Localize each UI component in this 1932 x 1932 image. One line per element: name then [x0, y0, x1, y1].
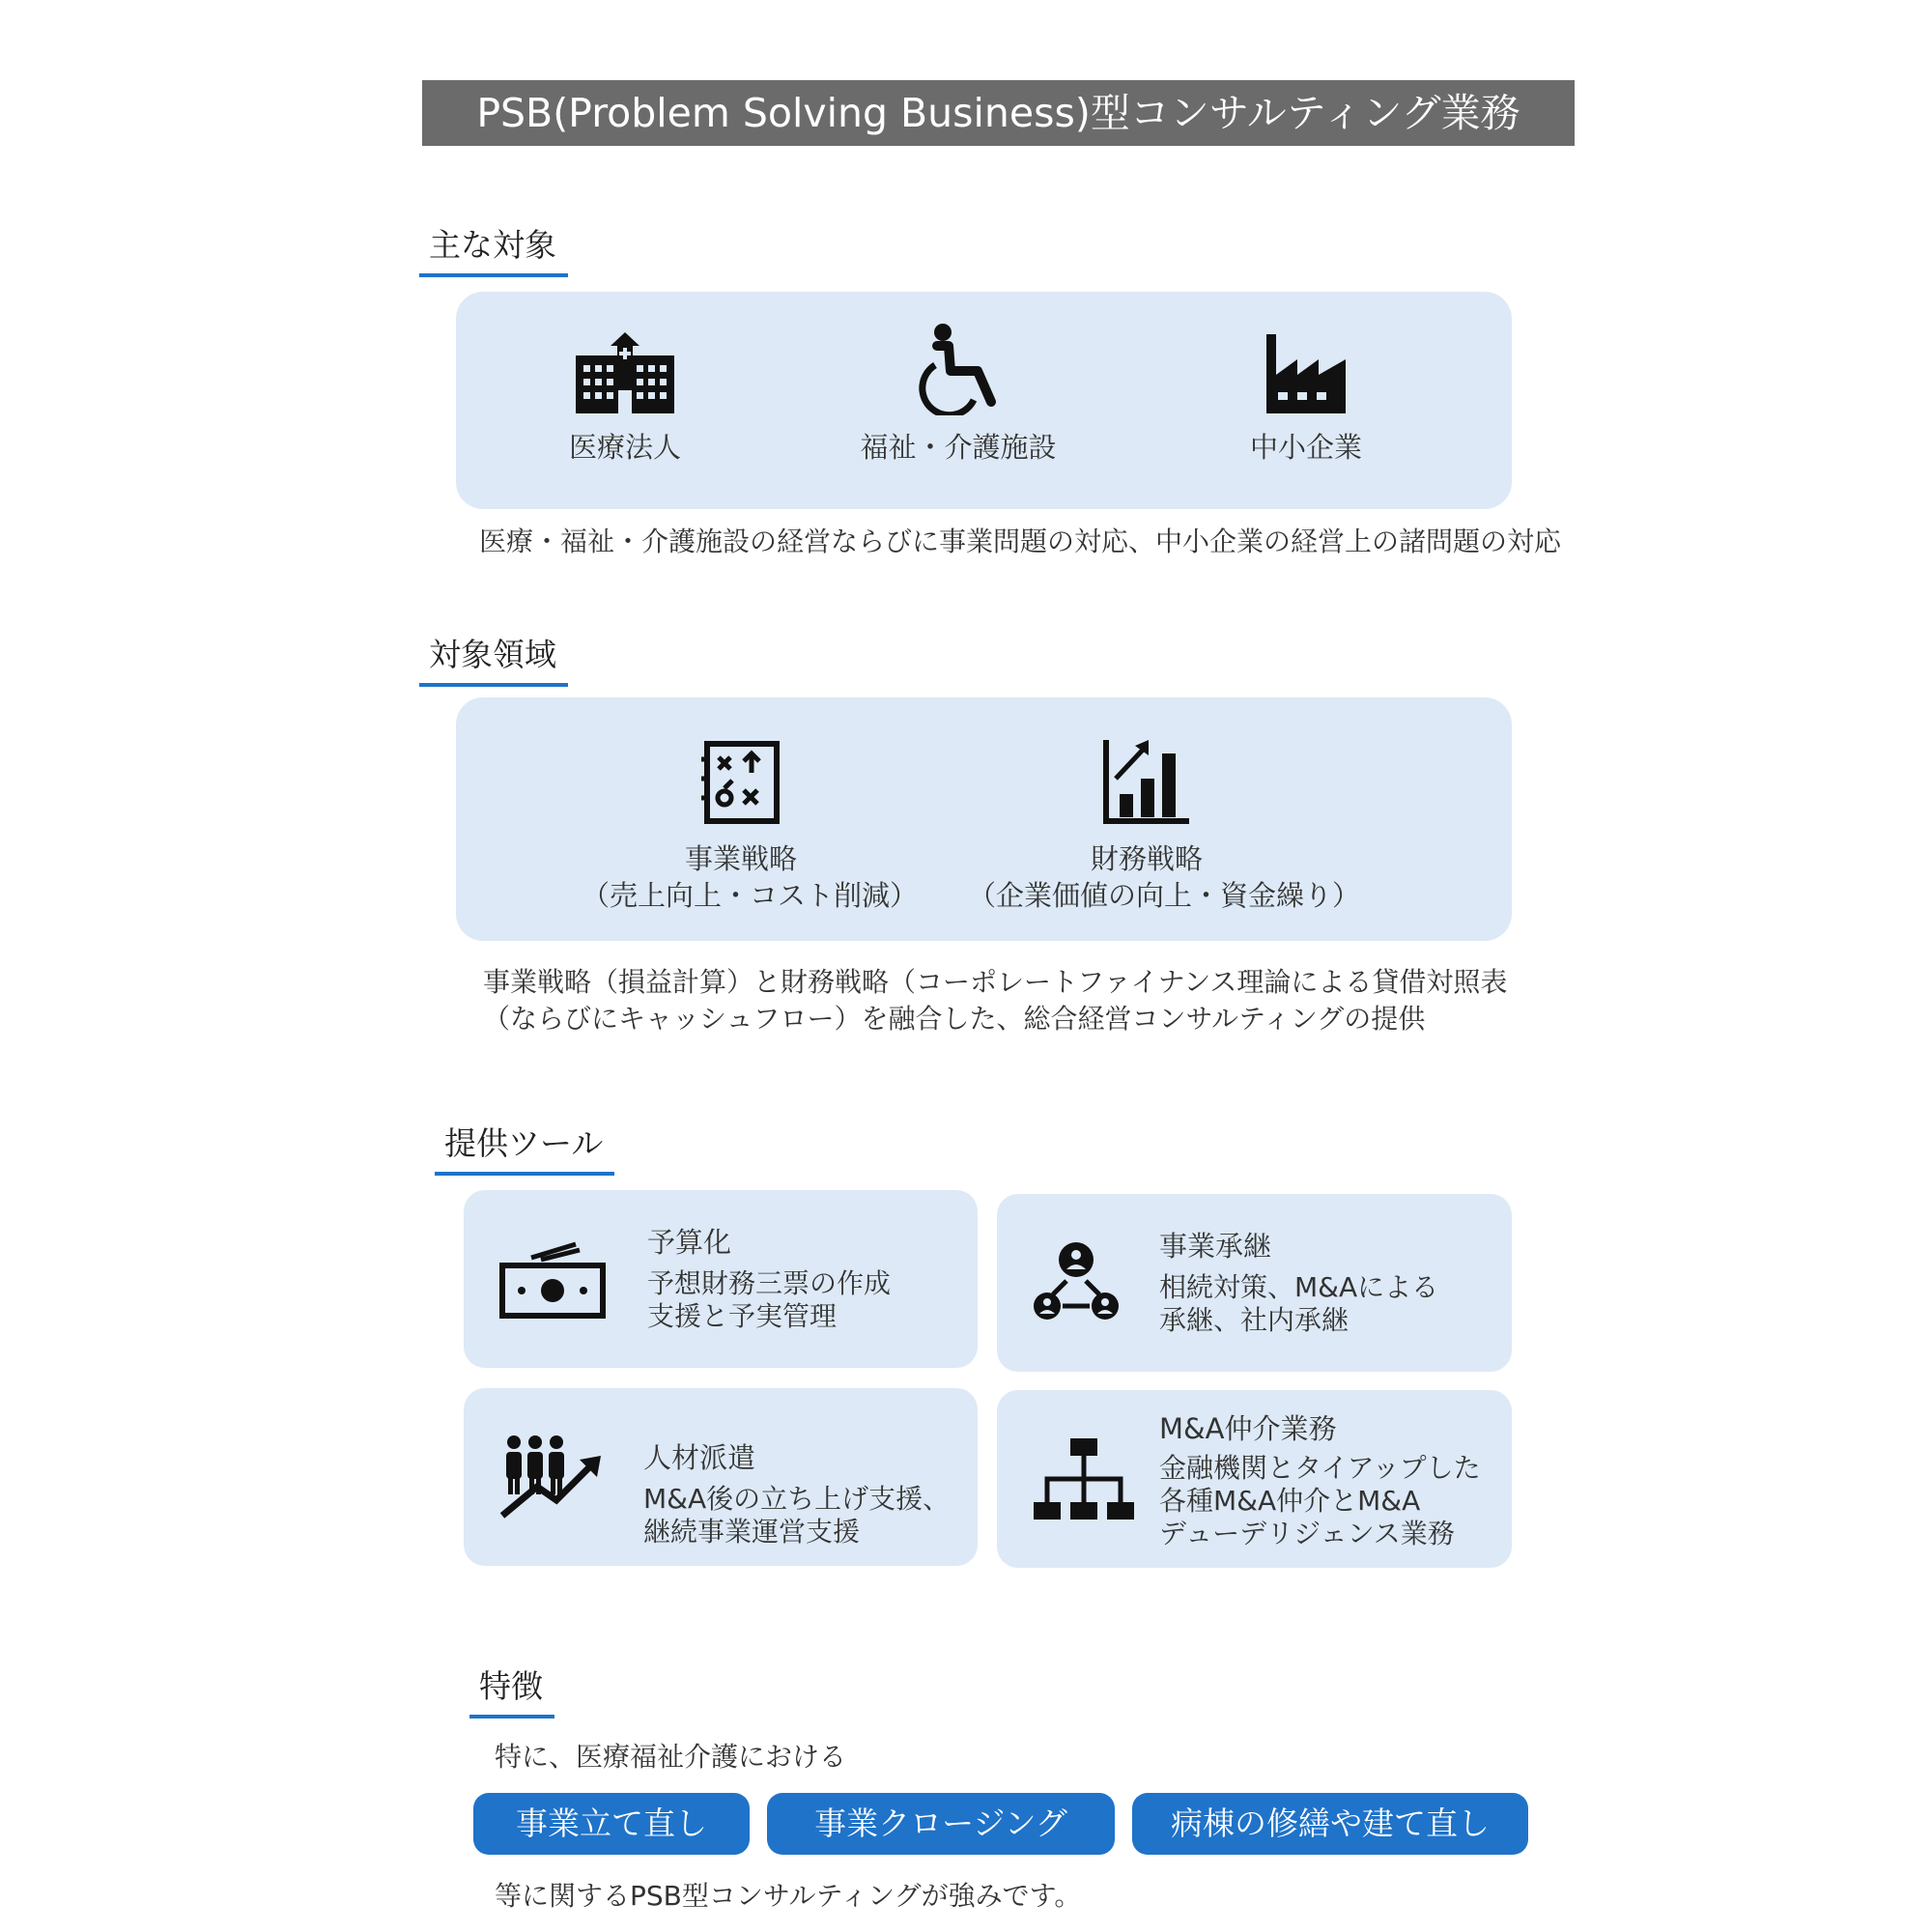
tool-title-budgeting: 予算化 — [647, 1226, 732, 1259]
domain-label-business — [582, 840, 919, 914]
tool-card-succession — [997, 1194, 1512, 1372]
domain-finance-line1: 財務戦略 — [1090, 842, 1203, 875]
domains-caption-line2: （ならびにキャッシュフロー）を融合した、総合経営コンサルティングの提供 — [483, 1003, 1426, 1035]
targets-caption: 医療・福祉・介護施設の経営ならびに事業問題の対応、中小企業の経営上の諸問題の対応 — [479, 526, 1562, 557]
tool-desc-mna: 金融機関とタイアップした 各種M&A仲介とM&A デューデリジェンス業務 — [1159, 1452, 1481, 1549]
domain-business-line1: 事業戦略 — [684, 842, 797, 875]
target-item-sme — [1200, 330, 1412, 466]
domain-business-line2: （売上向上・コスト削減） — [582, 879, 919, 912]
tool-desc-succession: 相続対策、M&Aによる 承継、社内承継 — [1159, 1271, 1439, 1336]
features-intro: 特に、医療福祉介護における — [495, 1741, 847, 1773]
tool-title-mna: M&A仲介業務 — [1159, 1412, 1337, 1445]
section-heading-features: 特徴 — [469, 1662, 554, 1719]
target-label-medical: 医療法人 — [568, 431, 681, 464]
feature-pill-renovation: 病棟の修繕や建て直し — [1132, 1793, 1528, 1855]
target-label-welfare: 福祉・介護施設 — [860, 431, 1057, 464]
section-heading-domains: 対象領域 — [419, 630, 568, 687]
features-outro: 等に関するPSB型コンサルティングが強みです。 — [495, 1880, 1082, 1912]
domain-label-finance — [968, 840, 1361, 914]
target-item-welfare — [833, 323, 1084, 466]
hospital-icon — [572, 330, 678, 415]
people-network-icon — [1032, 1238, 1121, 1327]
wheelchair-icon — [910, 323, 1007, 415]
money-icon — [498, 1238, 607, 1320]
section-heading-tools: 提供ツール — [435, 1119, 614, 1176]
tool-title-staffing: 人材派遣 — [643, 1441, 756, 1474]
target-label-sme: 中小企業 — [1249, 431, 1362, 464]
section-heading-targets: 主な対象 — [419, 220, 568, 277]
domains-caption-line1: 事業戦略（損益計算）と財務戦略（コーポレートファイナンス理論による貸借対照表 — [483, 966, 1508, 998]
factory-icon — [1263, 330, 1350, 415]
bar-chart-icon — [1100, 736, 1193, 827]
domain-finance-line2: （企業価値の向上・資金繰り） — [968, 879, 1361, 912]
strategy-board-icon — [699, 738, 782, 827]
domains-caption — [483, 964, 1507, 1037]
tool-card-mna — [997, 1390, 1512, 1568]
tool-desc-staffing: M&A後の立ち上げ支援、 継続事業運営支援 — [643, 1483, 951, 1548]
feature-pill-restructuring: 事業立て直し — [473, 1793, 750, 1855]
tool-desc-budgeting: 予想財務三票の作成 支援と予実管理 — [647, 1267, 892, 1332]
tool-card-staffing — [464, 1388, 978, 1566]
domain-item-business — [582, 738, 919, 914]
target-item-medical — [514, 330, 736, 466]
tool-title-succession: 事業承継 — [1159, 1230, 1272, 1263]
page-title: PSB(Problem Solving Business)型コンサルティング業務 — [422, 80, 1575, 146]
targets-panel — [456, 292, 1512, 509]
domain-item-finance — [968, 736, 1361, 914]
org-chart-icon — [1032, 1435, 1136, 1523]
feature-pill-closing: 事業クロージング — [767, 1793, 1115, 1855]
tool-card-budgeting — [464, 1190, 978, 1368]
people-growth-icon — [498, 1433, 605, 1521]
domains-panel — [456, 697, 1512, 941]
